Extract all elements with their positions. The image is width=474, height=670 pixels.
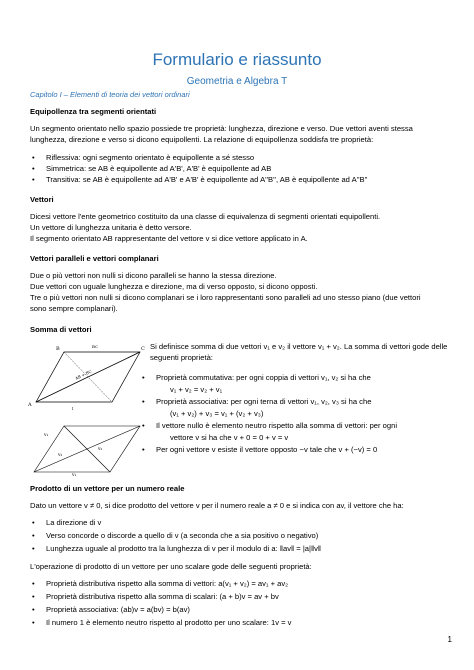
somma-intro: Si definisce somma di due vettori v₁ e v₂ il vettore v₁ + v₂. La somma di vettori gode delle seguenti proprietà: [150, 342, 448, 362]
section-heading-paralleli: Vettori paralleli e vettori complanari [30, 254, 159, 263]
figure-label-v2b: v₂ [98, 447, 103, 452]
chapter-title: Capitolo I – Elementi di teoria dei vettori ordinari [30, 90, 190, 99]
list-item: • La direzione di v [46, 518, 101, 529]
paragraph-line: Un vettore di lunghezza unitaria è detto versore. [30, 223, 192, 232]
paragraph-line: sono sempre complanari). [30, 304, 118, 313]
section-heading-somma: Somma di vettori [30, 325, 92, 334]
figure-label-c: C [141, 346, 145, 352]
formula-line: (v₁ + v₂) + v₃ = v₁ + (v₂ + v₃) [170, 409, 264, 418]
section-heading-equipollenza: Equipollenza tra segmenti orientati [30, 107, 157, 116]
prodotto-props-intro: L'operazione di prodotto di un vettore per uno scalare gode delle seguenti proprietà: [30, 562, 312, 571]
figure-label-sum: AB + BC [74, 368, 93, 381]
prodotto-intro: Dato un vettore v ≠ 0, si dice prodotto del vettore v per il numero reale a ≠ 0 e si indica con av, il vettore che ha: [30, 501, 404, 510]
section-heading-vettori: Vettori [30, 195, 54, 204]
list-item: • Il vettore nullo è elemento neutro rispetto alla somma di vettori: per ogni [156, 421, 446, 432]
list-item: • Il numero 1 è elemento neutro rispetto al prodotto per uno scalare: 1v = v [46, 618, 291, 629]
figure-label-l: l [72, 406, 74, 411]
document-subtitle: Geometria e Algebra T [186, 76, 288, 87]
paragraph-line: Tre o più vettori non nulli si dicono complanari se i loro rappresentanti sono paralleli ad uno stesso piano (due vettori [30, 293, 421, 302]
list-item: • Verso concorde o discorde a quello di v (a seconda che a sia positivo o negativo) [46, 531, 318, 542]
formula-line: v₁ + v₂ = v₂ + v₁ [170, 385, 223, 394]
list-item: • Proprietà associativa: per ogni terna di vettori v₁, v₂, v₃ si ha che [156, 397, 446, 408]
list-item: • Proprietà associativa: (ab)v = a(bv) = b(av) [46, 605, 190, 616]
figure-label-v1b: v₁ [72, 473, 77, 478]
list-item: • Proprietà distributiva rispetto alla somma di vettori: a(v₁ + v₂) = av₁ + av₂ [46, 579, 288, 590]
figure-label-bc: BC [92, 344, 99, 349]
figure-label-v2: v₂ [58, 453, 63, 458]
paragraph-line: Il segmento orientato AB rappresentante del vettore v si dice vettore applicato in A. [30, 234, 308, 243]
formula-line: vettore v si ha che v + 0 = 0 + v = v [170, 433, 289, 442]
equipollenza-text: Un segmento orientato nello spazio possiede tre proprietà: lunghezza, direzione e verso. Due vettori aventi stessa lunghezza, direzione e verso si dicono equipollenti. La relazione di equipollenza soddisfa tre proprietà: [30, 124, 413, 144]
list-item: • Per ogni vettore v esiste il vettore opposto −v tale che v + (−v) = 0 [156, 445, 446, 456]
figure-label-a: A [28, 402, 32, 408]
figure-label-b: B [56, 346, 60, 352]
list-item: • Proprietà distributiva rispetto alla somma di scalari: (a + b)v = av + bv [46, 592, 279, 603]
list-item: • Simmetrica: se AB è equipollente ad A'B', A'B' è equipollente ad AB [46, 164, 271, 175]
list-item: • Proprietà commutativa: per ogni coppia di vettori v₁, v₂ si ha che [156, 373, 446, 384]
section-heading-prodotto: Prodotto di un vettore per un numero reale [30, 484, 185, 493]
list-item: • Transitiva: se AB è equipollente ad A'B' e A'B' è equipollente ad A''B'', AB è equipollente ad A''B'' [46, 175, 368, 186]
figure-label-v1: v₁ [44, 433, 49, 438]
list-item: • Riflessiva: ogni segmento orientato è equipollente a sé stesso [46, 153, 254, 164]
paragraph-line: Dicesi vettore l'ente geometrico costituito da una classe di equivalenza di segmenti orientati equipollenti. [30, 212, 381, 221]
list-item: • Lunghezza uguale al prodotto tra la lunghezza di v per il modulo di a: ‖av‖ = |a|‖v‖ [46, 544, 321, 555]
page-number: 1 [447, 635, 452, 644]
vector-sum-figure [28, 420, 146, 478]
document-title: Formulario e riassunto [152, 50, 322, 69]
paragraph-line: Due o più vettori non nulli si dicono paralleli se hanno la stessa direzione. [30, 271, 277, 280]
parallelogram-figure [28, 340, 146, 420]
paragraph-line: Due vettori con uguale lunghezza e direzione, ma di verso opposto, si dicono opposti. [30, 282, 318, 291]
